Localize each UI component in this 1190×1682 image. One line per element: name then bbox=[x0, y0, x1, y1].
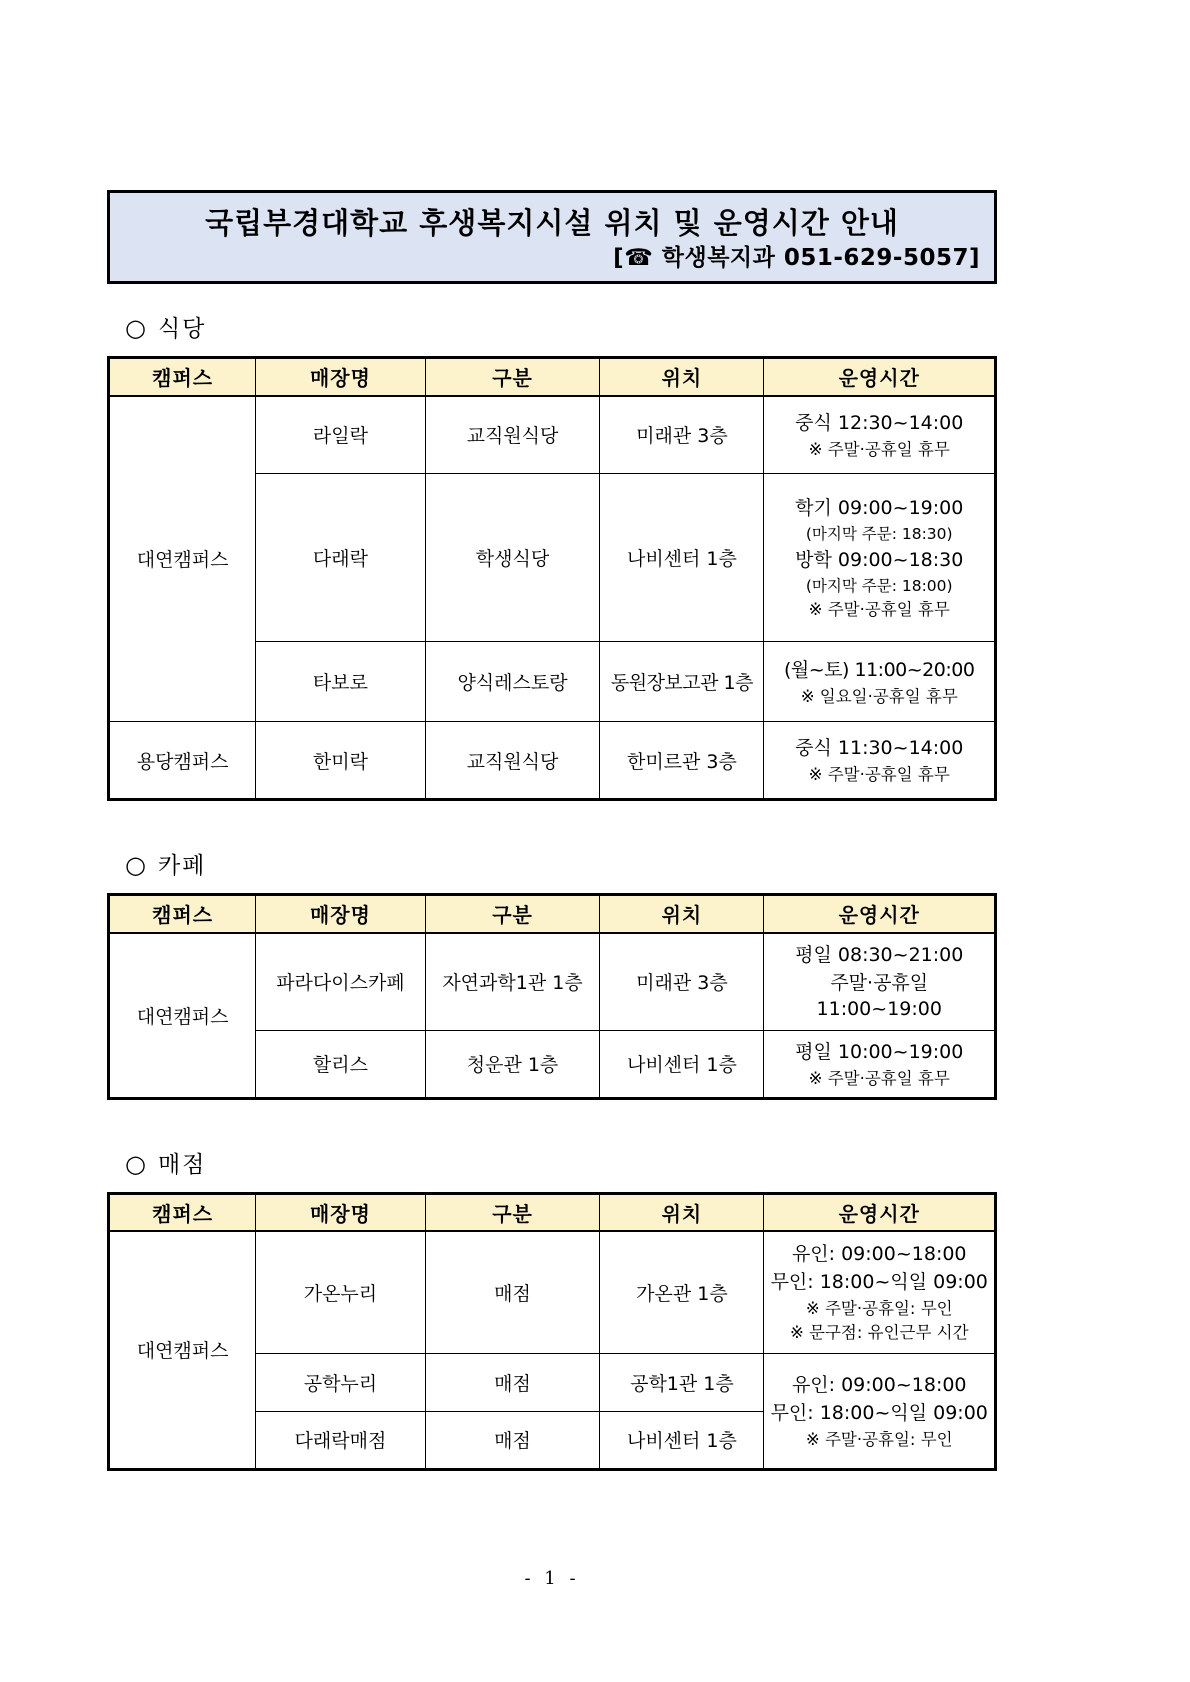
location-cell: 한미르관 3층 bbox=[600, 722, 764, 800]
location-cell: 나비센터 1층 bbox=[600, 1411, 764, 1469]
campus-cell: 대연캠퍼스 bbox=[109, 1231, 256, 1469]
restaurant-table bbox=[107, 356, 997, 801]
store-cell: 파라다이스카페 bbox=[256, 933, 425, 1031]
hours-note: ※ 일요일·공휴일 휴무 bbox=[800, 686, 958, 706]
contact-info: [☎ 학생복지과 051-629-5057] bbox=[613, 245, 980, 271]
title-box bbox=[107, 190, 997, 284]
hours-line: 평일 10:00~19:00 bbox=[795, 1040, 964, 1063]
circle-bullet: ○ bbox=[125, 851, 148, 879]
hours-note: (마지막 주문: 18:30) bbox=[805, 525, 953, 543]
location-cell: 동원장보고관 1층 bbox=[600, 642, 764, 722]
column-header-location: 위치 bbox=[600, 358, 764, 396]
hours-cell bbox=[764, 396, 996, 474]
store-cell: 공학누리 bbox=[256, 1353, 425, 1411]
store-table bbox=[107, 1192, 997, 1471]
circle-bullet: ○ bbox=[125, 1149, 148, 1178]
type-cell: 자연과학1관 1층 bbox=[425, 933, 600, 1031]
column-header-campus: 캠퍼스 bbox=[109, 895, 256, 933]
circle-bullet: ○ bbox=[125, 314, 148, 342]
type-cell: 매점 bbox=[425, 1231, 600, 1353]
store-cell: 할리스 bbox=[256, 1030, 425, 1098]
column-header-hours: 운영시간 bbox=[764, 895, 996, 933]
table-row bbox=[109, 933, 996, 1031]
column-header-hours: 운영시간 bbox=[764, 358, 996, 396]
store-cell: 한미락 bbox=[256, 722, 425, 800]
hours-cell bbox=[764, 642, 996, 722]
type-cell: 학생식당 bbox=[425, 474, 600, 642]
column-header-hours: 운영시간 bbox=[764, 1193, 996, 1231]
store-cell: 라일락 bbox=[256, 396, 425, 474]
cafe-table bbox=[107, 893, 997, 1100]
hours-line: 방학 09:00~18:30 bbox=[795, 549, 964, 571]
hours-line: 무인: 18:00~익일 09:00 bbox=[770, 1271, 988, 1294]
column-header-store: 매장명 bbox=[256, 895, 425, 933]
hours-note: ※ 주말·공휴일 휴무 bbox=[808, 600, 950, 619]
location-cell: 공학1관 1층 bbox=[600, 1353, 764, 1411]
type-cell: 청운관 1층 bbox=[425, 1030, 600, 1098]
type-cell: 매점 bbox=[425, 1411, 600, 1469]
store-cell: 가온누리 bbox=[256, 1231, 425, 1353]
column-header-store: 매장명 bbox=[256, 358, 425, 396]
hours-line: 유인: 09:00~18:00 bbox=[791, 1373, 967, 1396]
table-row bbox=[109, 396, 996, 474]
location-cell: 미래관 3층 bbox=[600, 933, 764, 1031]
section-label: 식당 bbox=[157, 316, 207, 342]
hours-cell bbox=[764, 933, 996, 1031]
section-title-restaurant bbox=[125, 310, 997, 343]
store-cell: 다래락매점 bbox=[256, 1411, 425, 1469]
column-header-type: 구분 bbox=[425, 895, 600, 933]
hours-note: ※ 주말·공휴일 휴무 bbox=[808, 765, 950, 784]
page-number: - 1 - bbox=[524, 1568, 580, 1589]
hours-cell bbox=[764, 722, 996, 800]
hours-note: ※ 주말·공휴일 휴무 bbox=[808, 1068, 950, 1088]
hours-line: 중식 11:30~14:00 bbox=[795, 737, 964, 759]
column-header-campus: 캠퍼스 bbox=[109, 358, 256, 396]
hours-line: 학기 09:00~19:00 bbox=[795, 497, 964, 519]
column-header-store: 매장명 bbox=[256, 1193, 425, 1231]
hours-note: (마지막 주문: 18:00) bbox=[805, 577, 953, 595]
table-header-row bbox=[109, 1193, 996, 1231]
campus-cell: 대연캠퍼스 bbox=[109, 933, 256, 1099]
hours-note: ※ 문구점: 유인근무 시간 bbox=[789, 1323, 969, 1343]
column-header-campus: 캠퍼스 bbox=[109, 1193, 256, 1231]
hours-line: 주말·공휴일 11:00~19:00 bbox=[816, 971, 942, 1020]
store-cell: 타보로 bbox=[256, 642, 425, 722]
hours-line: 중식 12:30~14:00 bbox=[795, 411, 964, 434]
section-label: 매점 bbox=[157, 1151, 207, 1178]
section-label: 카페 bbox=[157, 853, 207, 879]
hours-line: 무인: 18:00~익일 09:00 bbox=[770, 1401, 988, 1424]
location-cell: 나비센터 1층 bbox=[600, 474, 764, 642]
location-cell: 가온관 1층 bbox=[600, 1231, 764, 1353]
page-title: 국립부경대학교 후생복지시설 위치 및 운영시간 안내 bbox=[205, 206, 899, 240]
column-header-location: 위치 bbox=[600, 895, 764, 933]
hours-note: ※ 주말·공휴일: 무인 bbox=[805, 1299, 953, 1319]
hours-line: 평일 08:30~21:00 bbox=[795, 943, 964, 966]
hours-cell bbox=[764, 1231, 996, 1353]
column-header-type: 구분 bbox=[425, 358, 600, 396]
type-cell: 양식레스토랑 bbox=[425, 642, 600, 722]
column-header-location: 위치 bbox=[600, 1193, 764, 1231]
type-cell: 교직원식당 bbox=[425, 722, 600, 800]
campus-cell: 용당캠퍼스 bbox=[109, 722, 256, 800]
location-cell: 미래관 3층 bbox=[600, 396, 764, 474]
table-header-row bbox=[109, 358, 996, 396]
store-cell: 다래락 bbox=[256, 474, 425, 642]
type-cell: 교직원식당 bbox=[425, 396, 600, 474]
location-cell: 나비센터 1층 bbox=[600, 1030, 764, 1098]
document-page bbox=[107, 190, 997, 1471]
table-row bbox=[109, 722, 996, 800]
hours-line: 유인: 09:00~18:00 bbox=[791, 1243, 967, 1266]
hours-line: (월~토) 11:00~20:00 bbox=[784, 658, 975, 681]
section-title-cafe bbox=[125, 847, 997, 880]
column-header-type: 구분 bbox=[425, 1193, 600, 1231]
hours-cell bbox=[764, 1353, 996, 1469]
table-header-row bbox=[109, 895, 996, 933]
hours-note: ※ 주말·공휴일: 무인 bbox=[805, 1429, 953, 1449]
type-cell: 매점 bbox=[425, 1353, 600, 1411]
table-row bbox=[109, 1231, 996, 1353]
section-title-store bbox=[125, 1146, 997, 1179]
hours-cell bbox=[764, 474, 996, 642]
hours-cell bbox=[764, 1030, 996, 1098]
hours-note: ※ 주말·공휴일 휴무 bbox=[808, 439, 950, 459]
campus-cell: 대연캠퍼스 bbox=[109, 396, 256, 722]
